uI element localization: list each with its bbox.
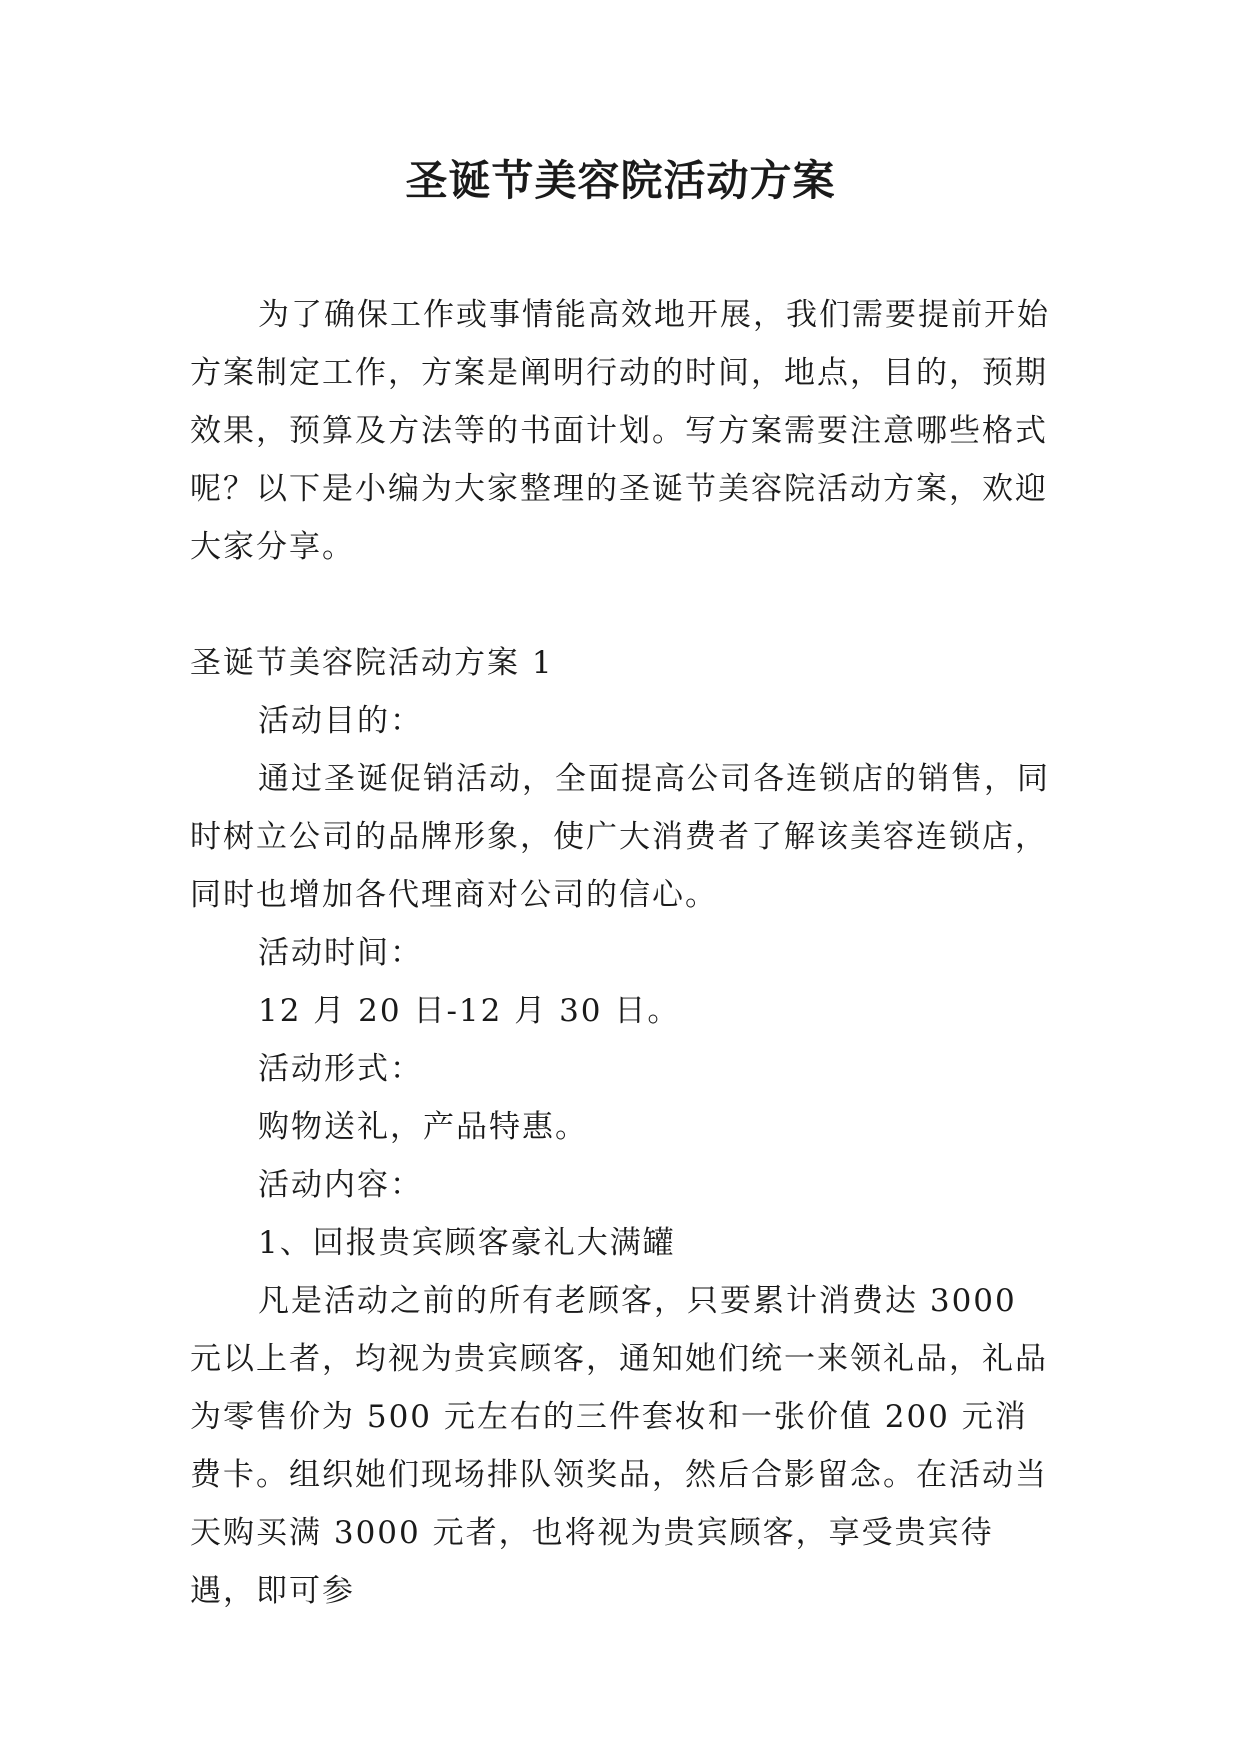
section-1	[190, 634, 1052, 1620]
time-paragraph: 12 月 20 日-12 月 30 日。	[258, 993, 681, 1029]
document-title: 圣诞节美容院活动方案	[405, 156, 836, 205]
purpose-paragraph: 通过圣诞促销活动，全面提高公司各连锁店的销售，同时树立公司的品牌形象，使广大消费者了解该美容连锁店，同时也增加各代理商对公司的信心。	[190, 761, 1050, 913]
purpose-label: 活动目的：	[258, 703, 423, 739]
intro-paragraph: 为了确保工作或事情能高效地开展，我们需要提前开始方案制定工作，方案是阐明行动的时间，地点，目的，预期效果，预算及方法等的书面计划。写方案需要注意哪些格式呢？以下是小编为大家整理的圣诞节美容院活动方案，欢迎大家分享。	[190, 297, 1050, 565]
section-heading: 圣诞节美容院活动方案 1	[190, 645, 554, 681]
form-paragraph: 购物送礼，产品特惠。	[258, 1109, 588, 1145]
item-1-title: 1、回报贵宾顾客豪礼大满罐	[258, 1225, 676, 1261]
time-label: 活动时间：	[258, 935, 423, 971]
form-label: 活动形式：	[258, 1051, 423, 1087]
content-label: 活动内容：	[258, 1167, 423, 1203]
item-1-paragraph: 凡是活动之前的所有老顾客，只要累计消费达 3000 元以上者，均视为贵宾顾客，通知她们统一来领礼品，礼品为零售价为 500 元左右的三件套妆和一张价值 200 元消费卡。组织她们现场排队领奖品，然后合影留念。在活动当天购买满 3000 元者，也将视为贵宾顾客，享受贵宾待遇，即可参	[190, 1283, 1048, 1609]
